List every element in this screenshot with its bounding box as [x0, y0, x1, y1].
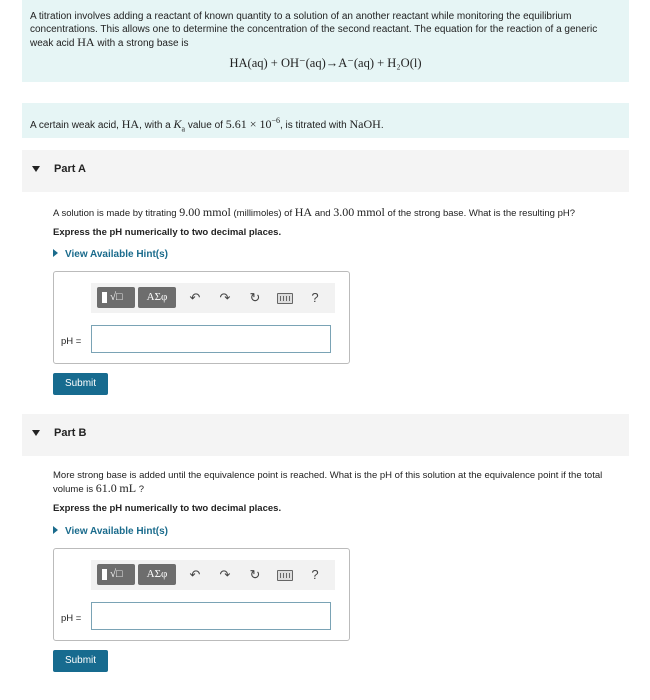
part-b-ph-input[interactable] [91, 602, 331, 630]
help-icon[interactable]: ? [311, 567, 319, 582]
part-b-hint-link[interactable]: View Available Hint(s) [53, 526, 168, 537]
caret-right-icon [53, 526, 58, 534]
math-toolbar [91, 560, 335, 590]
part-a-instruction: Express the pH numerically to two decimal places. [53, 227, 282, 238]
part-b-answer-box [53, 548, 350, 641]
part-b-instruction: Express the pH numerically to two decimal places. [53, 503, 282, 514]
ph-label: pH = [61, 336, 82, 347]
intro-panel [22, 0, 629, 82]
collapse-triangle-icon[interactable] [32, 166, 40, 172]
given-text: A certain weak acid, HA, with a $K_a$ value of $5.61 \times 10^{-6}$, is titrated with NaOH. [30, 116, 384, 134]
collapse-triangle-icon[interactable] [32, 430, 40, 436]
greek-symbols-button[interactable]: ΑΣφ [138, 564, 176, 585]
part-b-question: More strong base is added until the equivalence point is reached. What is the pH of this solution at the equivalence point if the total volume is 61.0 mL ? [53, 470, 603, 495]
given-panel [22, 103, 629, 138]
part-a-header[interactable] [22, 150, 629, 192]
acid-symbol: HA [77, 35, 95, 49]
template-block-icon [102, 292, 107, 303]
reset-icon[interactable]: ↻ [249, 567, 261, 582]
radical-icon: √□ [110, 291, 123, 303]
templates-button[interactable] [97, 564, 135, 585]
undo-icon[interactable]: ↶ [189, 290, 201, 305]
keyboard-icon[interactable] [277, 293, 293, 304]
greek-symbols-button[interactable]: ΑΣφ [138, 287, 176, 308]
caret-right-icon [53, 249, 58, 257]
ph-label: pH = [61, 613, 82, 624]
part-a-submit-button[interactable]: Submit [53, 373, 108, 395]
templates-button[interactable] [97, 287, 135, 308]
part-a-hint-link[interactable]: View Available Hint(s) [53, 249, 168, 260]
part-a-question: A solution is made by titrating 9.00 mmol (millimoles) of HA and 3.00 mmol of the strong base. What is the resulting pH? [53, 205, 575, 219]
redo-icon[interactable]: ↷ [219, 567, 231, 582]
redo-icon[interactable]: ↷ [219, 290, 231, 305]
reaction-equation: HA(aq) + OH⁻(aq)→A⁻(aq) + H₂O(l) [229, 56, 422, 70]
part-b-label: Part B [54, 427, 87, 439]
undo-icon[interactable]: ↶ [189, 567, 201, 582]
part-a-answer-box [53, 271, 350, 364]
part-a-ph-input[interactable] [91, 325, 331, 353]
help-icon[interactable]: ? [311, 290, 319, 305]
intro-text: A titration involves adding a reactant of known quantity to a solution of an another reactant while monitoring the equilibrium concentrations. This allows one to determine the concentration of the second reactant. The equation for the reaction of a generic weak acid HA with a strong base is [30, 11, 598, 49]
part-a-label: Part A [54, 163, 86, 175]
part-b-submit-button[interactable]: Submit [53, 650, 108, 672]
math-toolbar [91, 283, 335, 313]
reset-icon[interactable]: ↻ [249, 290, 261, 305]
template-block-icon [102, 569, 107, 580]
radical-icon: √□ [110, 568, 123, 580]
keyboard-icon[interactable] [277, 570, 293, 581]
part-b-header[interactable] [22, 414, 629, 456]
